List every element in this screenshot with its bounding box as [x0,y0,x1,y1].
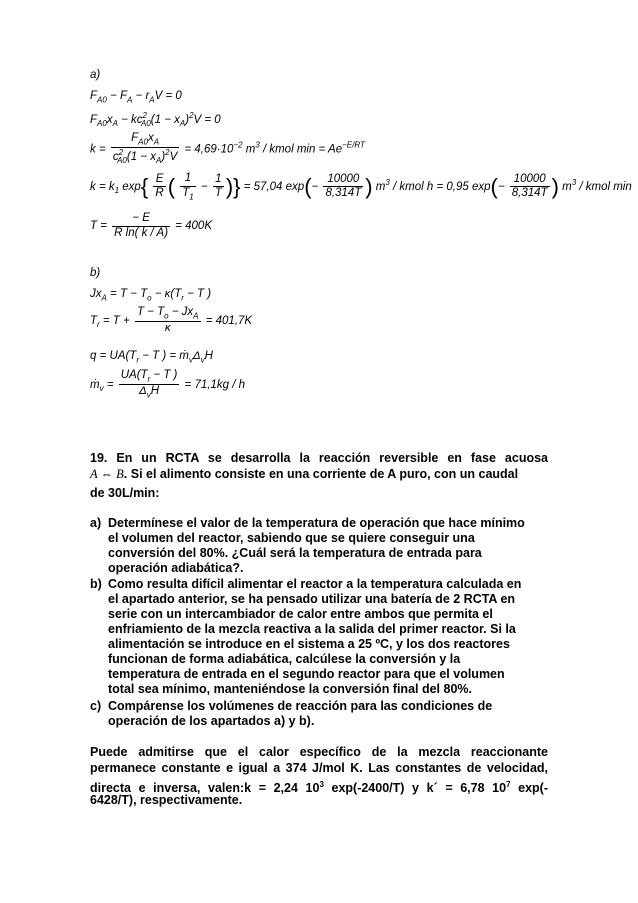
list-line: funcionan de forma adiabática, calcúlese la conversión y la [108,652,461,666]
closing-line-3: directa e inversa, valen:k = 2,24 $10^3$ exp(-2400/T) y k´ = 6,78 $10^7$ exp(- [90,780,548,796]
list-line: enfriamiento de la mezcla reactiva a la salida del primer reactor. Si la [108,622,516,636]
list-line: conversión del 80%. ¿Cuál será la temperatura de entrada para [108,546,482,560]
list-line: el apartado anterior, se ha pensado utilizar una batería de 2 RCTA en [108,592,516,606]
part-a-label: a) [90,69,101,81]
part-b-label: b) [90,267,101,279]
closing-line-2: permanece constante e igual a 374 J/mol K. Las constantes de velocidad, [90,761,548,775]
item-label: b) [90,577,102,591]
problem-line-1: 19. En un RCTA se desarrolla la reacción reversible en fase acuosa [90,451,548,465]
energy-balance-equation: $Jx_A = T - T_o - \kappa(T_r - T$ ) [90,288,212,303]
heat-flow-equation: $q = UA(T_r - T$ ) = $ṁ_v\Delta_vH$ [90,350,213,365]
temperature-equation: T = $\frac{- E}{\text{R ln( k / A)}}$ = 400K [90,212,213,239]
item-label: c) [90,699,102,713]
refrigerant-temperature-equation: $T_r = T$ + $\frac{T - T_o - Jx_A}{\kappa}$ = 401,7K [90,306,253,335]
list-line: Como resulta difícil alimentar el reactor a la temperatura calculada en [108,577,522,591]
list-line: total sea mínimo, manteniéndose la conversión final del 80%. [108,682,472,696]
list-line: serie con un intercambiador de calor entre ambos que permita el [108,607,493,621]
list-line: Determínese el valor de la temperatura de operación que hace mínimo [108,516,525,530]
closing-line-1: Puede admitirse que el calor específico de la mezcla reaccionante [90,745,548,759]
problem-line-2: A ⇔ B. Si el alimento consiste en una corriente de A puro, con un caudal [90,467,519,481]
list-line: alimentación se introduce en el sistema a 25 ºC, y los dos reactores [108,637,510,651]
list-line: operación de los apartados a) y b). [108,714,315,728]
mass-flow-equation: ṁ$_v$ = $\frac{UA(T_r - T )}{\Delta_vH}$ = 71,1kg / h [90,369,246,400]
list-line: Compárense los volúmenes de reacción para las condiciones de [108,699,493,713]
list-line: el volumen del reactor, sabiendo que se quiere conseguir una [108,531,475,545]
list-line: temperatura de entrada en el segundo reactor para que el volumen [108,667,505,681]
item-label: a) [90,516,102,530]
rate-substitution-equation: $F_{A0}x_A - kc^2_{A0}(1 - x_A)^2V = 0$ [90,111,221,129]
rate-constant-equation: k = $\frac{F_{A0}x_A}{c^2_{A0}(1 - x_A)^2V}$ = $4,69\cdot 10^{-2}$ $m^3$ / kmol $\min = Ae^{-E/RT}$ [90,132,365,166]
closing-line-4: 6428/T), respectivamente. [90,793,243,807]
list-line: operación adiabática?. [108,561,244,575]
mole-balance-equation: $F_{A0} - F_A - r_AV = 0$ [90,90,182,105]
arrhenius-equation: $k = k_1$ exp{ $\frac{E}{R}$ ( $\frac{1}{T_1}$ − $\frac{1}{T}$ )} = 57,04 exp(− $\frac{10000}{8,314T}$ ) $m^3$ / kmol h = 0,95 exp(− $\frac{10000}{8,314T}$ ) $m^3$ / kmol min [90,172,632,201]
reaction-symbol: A ⇔ B [90,467,124,481]
problem-line-3: de 30L/min: [90,486,160,500]
